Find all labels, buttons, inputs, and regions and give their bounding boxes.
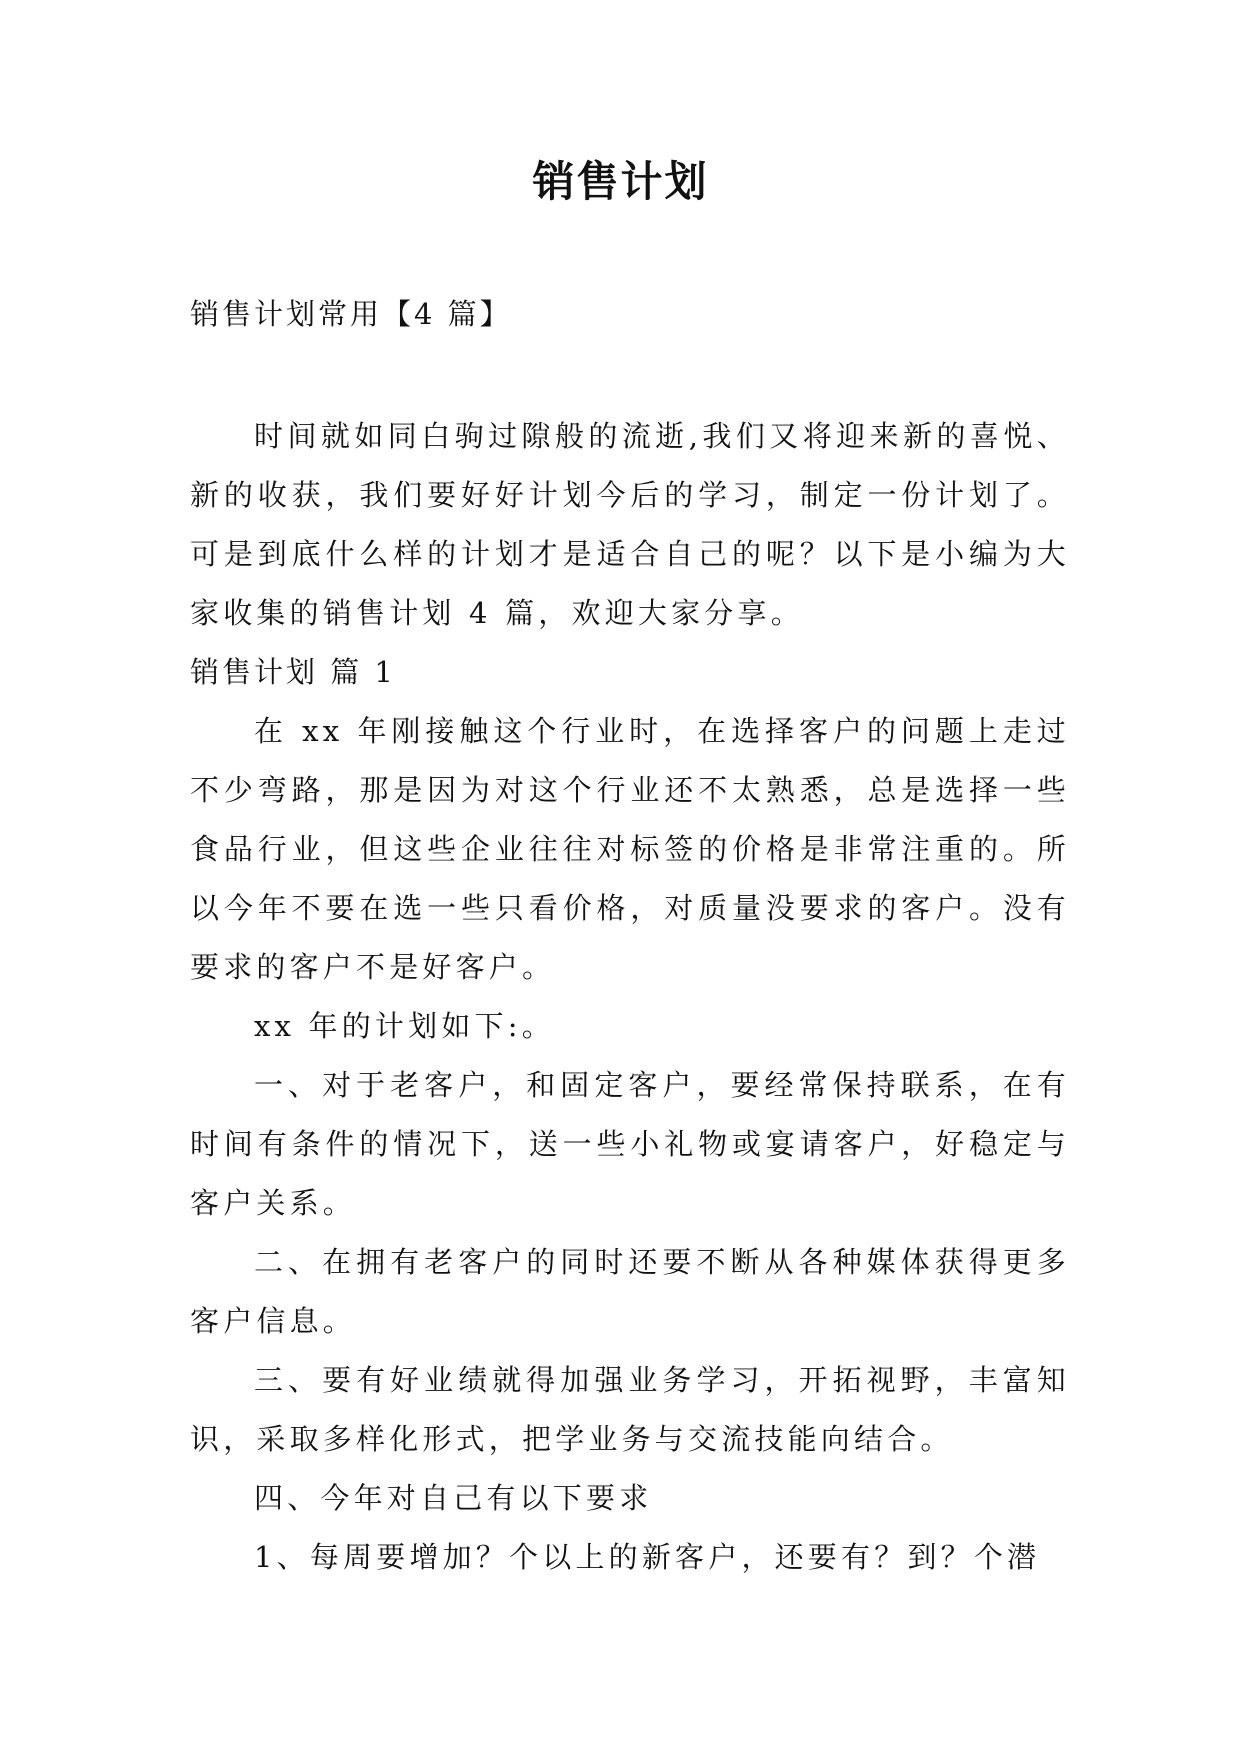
body-paragraph: 在 xx 年刚接触这个行业时，在选择客户的问题上走过不少弯路，那是因为对这个行业还不太熟悉，总是选择一些食品行业，但这些企业往往对标签的价格是非常注重的。所以今年不要在选一些只看价格，对质量没要求的客户。没有要求的客户不是好客户。 [190,714,1070,984]
body-paragraph: 1、每周要增加？个以上的新客户，还要有？到？个潜 [254,1540,1041,1574]
intro-paragraph: 时间就如同白驹过隙般的流逝,我们又将迎来新的喜悦、新的收获，我们要好好计划今后的学习，制定一份计划了。可是到底什么样的计划才是适合自己的呢？以下是小编为大家收集的销售计划 4 篇，欢迎大家分享。 [190,419,1070,630]
body-paragraph: 四、今年对自己有以下要求 [254,1481,653,1515]
document-body [190,407,1070,1587]
section-heading: 销售计划 篇 1 [190,655,396,689]
body-paragraph: 一、对于老客户，和固定客户，要经常保持联系，在有时间有条件的情况下，送一些小礼物或宴请客户，好稳定与客户关系。 [190,1068,1070,1220]
document-title: 销售计划 [532,157,709,206]
body-paragraph: 三、要有好业绩就得加强业务学习，开拓视野，丰富知识，采取多样化形式，把学业务与交流技能向结合。 [190,1363,1070,1456]
document-subtitle: 销售计划常用【4 篇】 [190,297,512,331]
body-paragraph: xx 年的计划如下:。 [254,1009,555,1043]
body-paragraph: 二、在拥有老客户的同时还要不断从各种媒体获得更多客户信息。 [190,1245,1070,1338]
